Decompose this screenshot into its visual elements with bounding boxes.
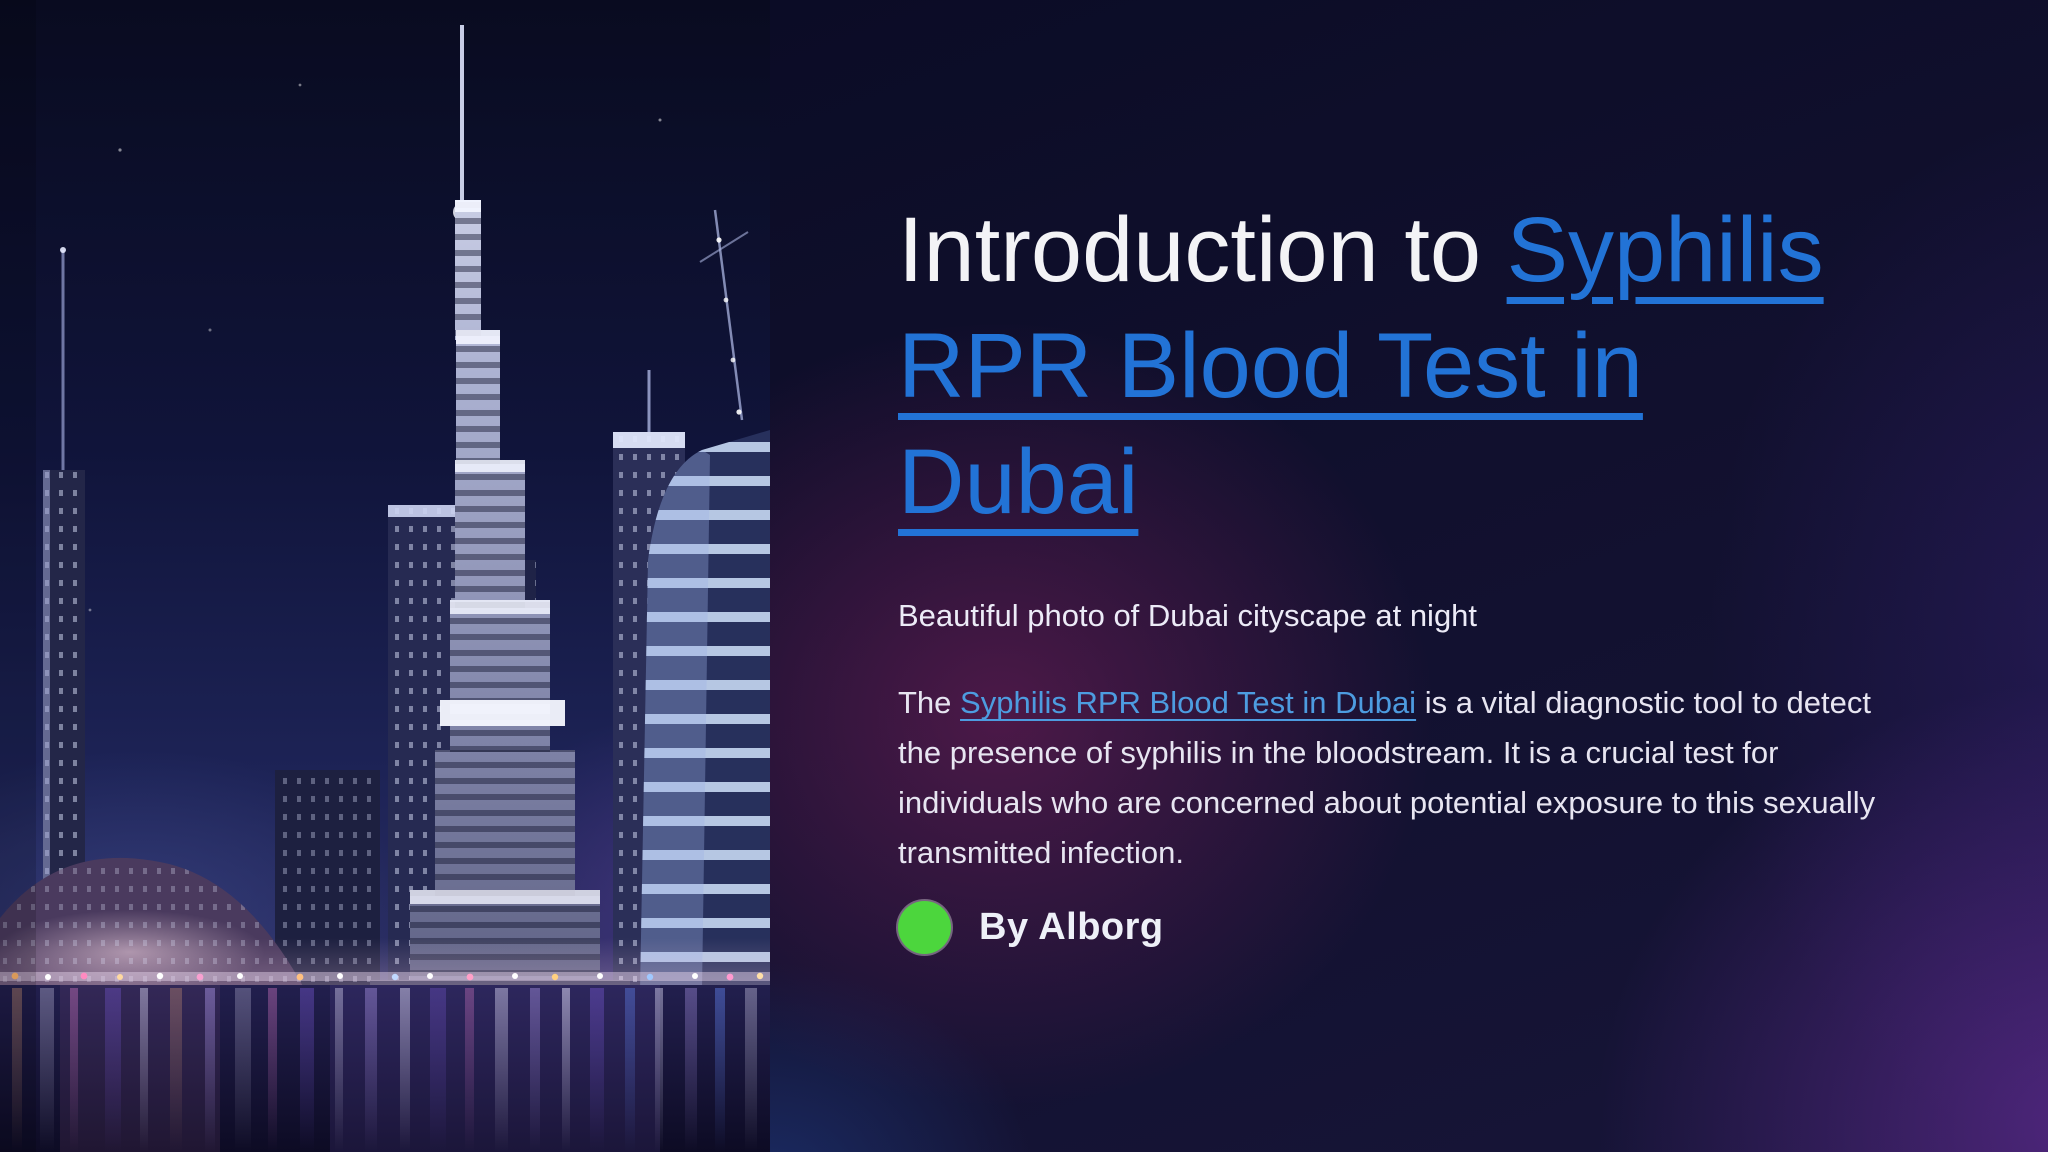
- slide-content: [898, 0, 1908, 954]
- dubai-cityscape-illustration: [0, 0, 770, 1152]
- slide-title: [898, 192, 1908, 540]
- byline-text: By Alborg: [979, 906, 1164, 948]
- dubai-night-photo: [0, 0, 770, 1152]
- curved-hotel-building: [640, 430, 770, 990]
- paragraph-link[interactable]: Syphilis RPR Blood Test in Dubai: [960, 685, 1417, 720]
- paragraph-rest-text: is a vital diagnostic tool to detect the presence of syphilis in the bloodstream. It is a crucial test for individuals who are concerned about potential exposure to this sexually transmitted infection.: [898, 685, 1876, 870]
- photo-caption: Beautiful photo of Dubai cityscape at night: [898, 598, 1478, 633]
- paragraph-lead-text: The: [898, 685, 961, 720]
- title-prefix-text: Introduction to: [898, 199, 1507, 301]
- water-reflections: [0, 985, 770, 1152]
- byline: [898, 901, 1908, 954]
- author-avatar: [898, 901, 951, 954]
- body-paragraph: [898, 678, 1908, 878]
- title-link[interactable]: Syphilis RPR Blood Test in Dubai: [898, 199, 1824, 533]
- photo-vignette: [0, 0, 36, 1152]
- content-panel: [770, 0, 2048, 1152]
- shoreline-lights: [0, 938, 770, 988]
